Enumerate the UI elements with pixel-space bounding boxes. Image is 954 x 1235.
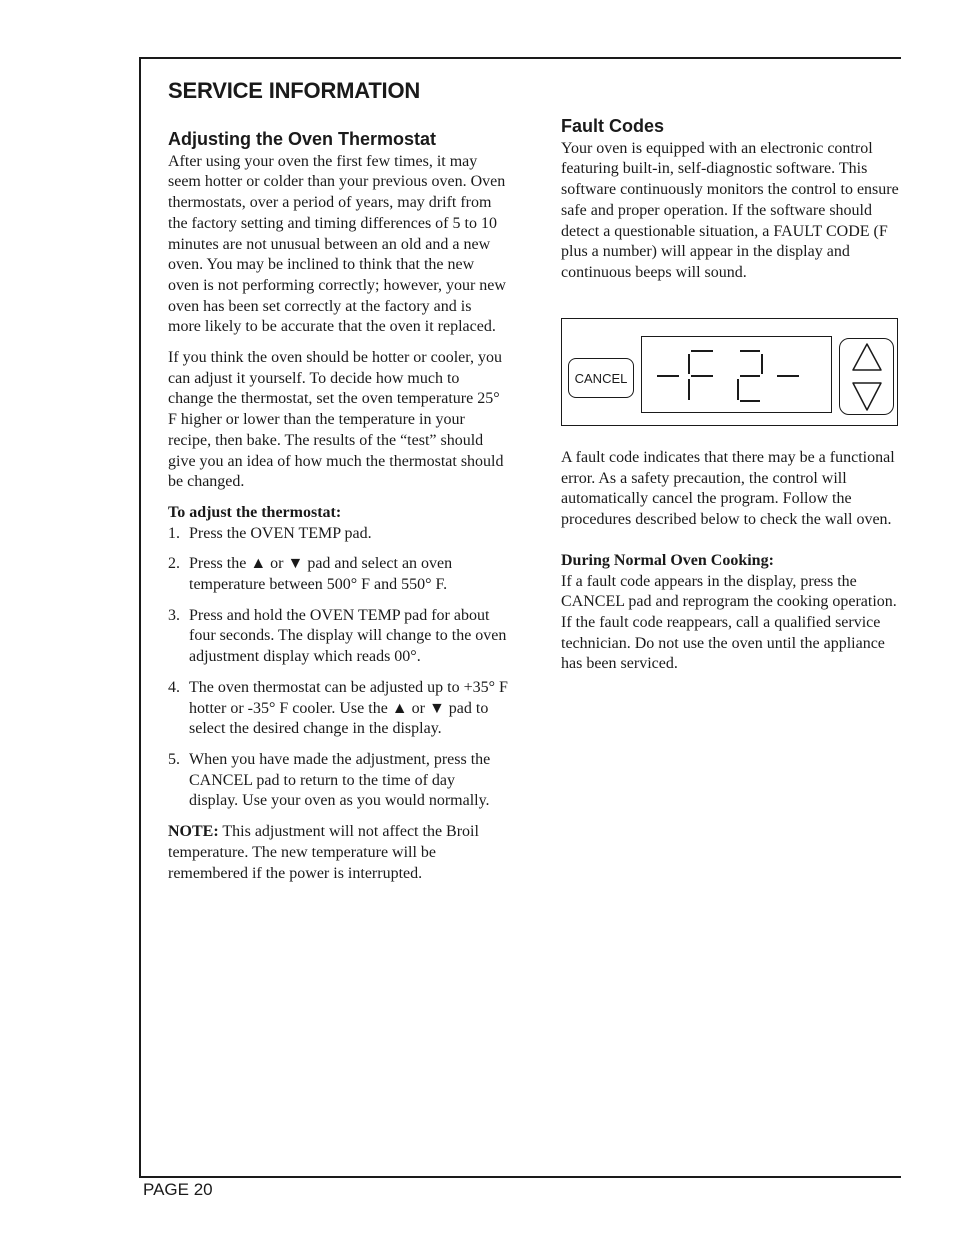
- step-number: 5.: [168, 750, 180, 768]
- normal-cooking-paragraph: If a fault code appears in the display, press the CANCEL pad and reprogram the cooking operation. If the fault code reappears, call a qualified service technician. Do not use the oven until the appliance has been serviced.: [561, 572, 897, 673]
- note-paragraph: [168, 822, 508, 884]
- step-item: [168, 678, 508, 740]
- step-number: 4.: [168, 678, 180, 696]
- adjust-steps-list: [168, 524, 508, 812]
- page-number: PAGE 20: [143, 1180, 213, 1199]
- step-number: 3.: [168, 606, 180, 624]
- control-panel-illustration: [561, 318, 898, 426]
- fault-codes-intro-paragraph: Your oven is equipped with an electronic control featuring built-in, self-diagnostic software. This software continuously monitors the control to ensure safe and proper operation. If the software should detect a questionable situation, a FAULT CODE (F plus a number) will appear in the display and continuous beeps will sound.: [561, 139, 899, 281]
- fault-codes-heading: Fault Codes: [561, 116, 665, 136]
- down-arrow-icon: [853, 383, 881, 410]
- bottom-border-rule: [139, 1176, 901, 1178]
- left-border-rule: [139, 57, 141, 1178]
- cancel-pad-illustration: [568, 358, 634, 398]
- page-title: SERVICE INFORMATION: [168, 78, 421, 103]
- normal-cooking-subheading: During Normal Oven Cooking:: [561, 551, 774, 569]
- up-arrow-icon: [853, 344, 881, 370]
- left-column: [168, 129, 508, 894]
- cancel-pad-label: CANCEL: [574, 370, 628, 386]
- step-text: The oven thermostat can be adjusted up to +35° F hotter or -35° F cooler. Use the ▲ or ▼ pad to select the desired change in the display.: [189, 678, 508, 738]
- step-number: 1.: [168, 524, 180, 542]
- digit-f-segments: [689, 351, 712, 399]
- up-down-pad-illustration: [839, 338, 894, 415]
- step-item: [168, 750, 508, 812]
- step-item: [168, 554, 508, 595]
- step-item: [168, 606, 508, 668]
- step-text: Press the ▲ or ▼ pad and select an oven temperature between 500° F and 550° F.: [189, 555, 453, 594]
- fault-display: [641, 336, 832, 413]
- note-label: NOTE:: [168, 823, 219, 841]
- digit-2-segments: [738, 351, 762, 401]
- step-item: [168, 524, 508, 545]
- right-column: [561, 116, 901, 294]
- step-text: When you have made the adjustment, press the CANCEL pad to return to the time of day display. Use your oven as you would normally.: [189, 750, 491, 810]
- fault-code-segments: [642, 337, 833, 414]
- step-text: Press and hold the OVEN TEMP pad for about four seconds. The display will change to the oven adjustment display which reads 00°.: [189, 606, 507, 666]
- thermostat-test-paragraph: If you think the oven should be hotter or cooler, you can adjust it yourself. To decide how much to change the thermostat, set the oven temperature 25° F higher or lower than the temperature in your recipe, then bake. The results of the “test” should give you an idea of how much the thermostat should be changed.: [168, 349, 504, 491]
- right-column-lower: [561, 448, 901, 685]
- fault-code-explanation-paragraph: A fault code indicates that there may be a functional error. As a safety precaution, the control will automatically cancel the program. Follow the procedures described below to check the wall oven.: [561, 449, 895, 529]
- adjust-steps-heading: To adjust the thermostat:: [168, 503, 342, 521]
- step-text: Press the OVEN TEMP pad.: [189, 524, 372, 542]
- step-number: 2.: [168, 555, 180, 573]
- thermostat-heading: Adjusting the Oven Thermostat: [168, 129, 437, 149]
- top-border-rule: [139, 57, 901, 59]
- thermostat-intro-paragraph: After using your oven the first few times, it may seem hotter or colder than your previous oven. Oven thermostats, over a period of years, may drift from the factory setting and timing differences of 5 to 10 minutes are not unusual between an old and a new oven. You may be inclined to think that the new oven is not performing correctly; however, your new oven has been set correctly at the factory and is more likely to be accurate that the oven it replaced.: [168, 152, 506, 336]
- note-text: This adjustment will not affect the Broil temperature. The new temperature will be remembered if the power is interrupted.: [168, 823, 479, 882]
